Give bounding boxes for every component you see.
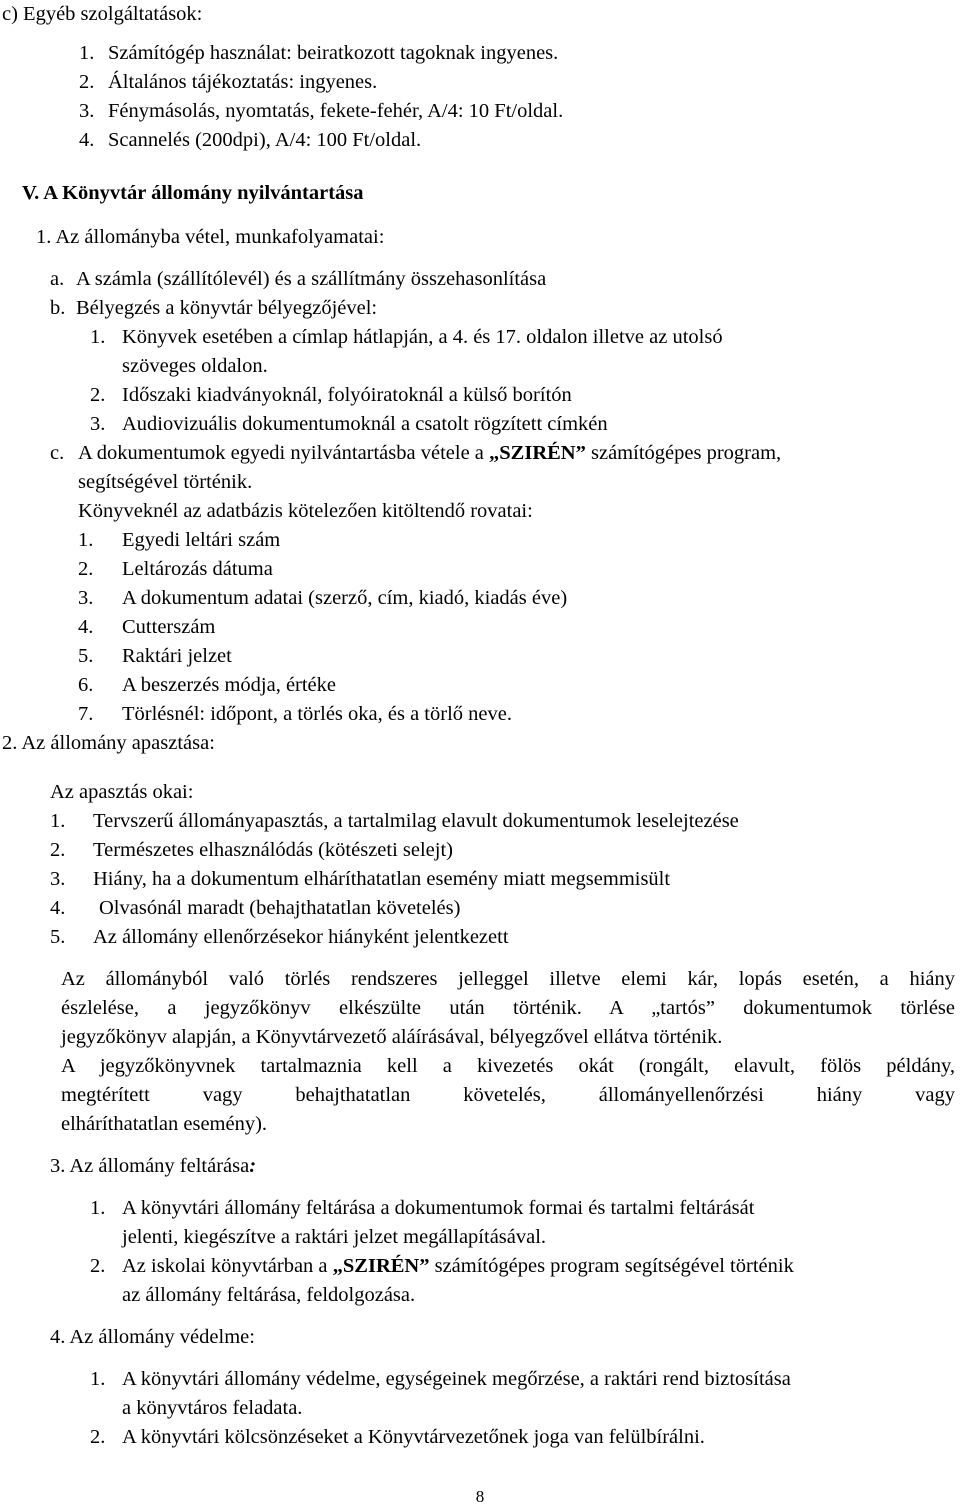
program-name: „SZIRÉN” <box>332 1255 430 1277</box>
field-item <box>78 702 512 726</box>
item-number: 1. <box>79 42 95 64</box>
item-text: Scannelés (200dpi), A/4: 100 Ft/oldal. <box>108 129 422 151</box>
paragraph-line: elháríthatatlan esemény). <box>61 1113 268 1135</box>
item-label: b. <box>50 297 66 319</box>
paragraph-line: észlelése, a jegyzőkönyv elkészülte után történik. A „tartós” dokumentumok törlése <box>61 997 955 1019</box>
item-number: 2. <box>78 558 94 580</box>
services-heading: c) Egyéb szolgáltatások: <box>2 3 203 25</box>
item-number: 1. <box>78 529 94 551</box>
item-text: számítógépes program, <box>585 442 782 464</box>
item-text: Olvasónál maradt (behajthatatlan követelés) <box>99 897 461 919</box>
item-number: 1. <box>90 1197 106 1219</box>
list-item <box>90 1367 791 1391</box>
item-number: 1. <box>50 810 66 832</box>
item-number: 2. <box>50 839 66 861</box>
list-item <box>90 325 723 349</box>
item-text: Bélyegzés a könyvtár bélyegzőjével: <box>76 297 378 319</box>
item-text: Az állomány ellenőrzésekor hiányként jelentkezett <box>93 926 509 948</box>
item-text: Egyedi leltári szám <box>122 529 281 551</box>
item-number: 7. <box>78 703 94 725</box>
list-item <box>50 267 546 291</box>
item-text: Leltározás dátuma <box>122 558 273 580</box>
item-number: 3. <box>78 587 94 609</box>
field-item <box>78 644 232 668</box>
service-item <box>79 41 558 65</box>
item-text: A könyvtári kölcsönzéseket a Könyvtárvezetőnek joga van felülbírálni. <box>122 1426 705 1448</box>
program-name: „SZIRÉN” <box>489 442 586 464</box>
item-number: 2. <box>90 384 106 406</box>
service-item <box>79 70 377 94</box>
item-continuation: szöveges oldalon. <box>122 355 268 377</box>
list-item <box>90 1254 794 1278</box>
reasons-heading: Az apasztás okai: <box>50 781 194 803</box>
item-text: Időszaki kiadványoknál, folyóiratoknál a külső borítón <box>122 384 572 406</box>
list-item <box>90 412 608 436</box>
item-text: számítógépes program segítségével történik <box>429 1255 794 1277</box>
heading-colon: : <box>249 1155 257 1177</box>
item-text: A könyvtári állomány feltárása a dokumentumok formai és tartalmi feltárását <box>122 1197 755 1219</box>
item-continuation: a könyvtáros feladata. <box>122 1397 303 1419</box>
section-title: V. A Könyvtár állomány nyilvántartása <box>22 182 364 204</box>
item-text: Könyvek esetében a címlap hátlapján, a 4. és 17. oldalon illetve az utolsó <box>122 326 723 348</box>
item-text: Audiovizuális dokumentumoknál a csatolt rögzített címkén <box>122 413 608 435</box>
page-number: 8 <box>475 1487 485 1506</box>
list-item <box>90 383 572 407</box>
item-number: 5. <box>78 645 94 667</box>
field-item <box>78 673 336 697</box>
fields-heading: Könyveknél az adatbázis kötelezően kitöltendő rovatai: <box>78 500 533 522</box>
reason-item <box>50 838 453 862</box>
field-item <box>78 586 567 610</box>
field-item <box>78 528 280 552</box>
item-continuation: az állomány feltárása, feldolgozása. <box>122 1284 416 1306</box>
item-number: 3. <box>90 413 106 435</box>
item-text: A számla (szállítólevél) és a szállítmány összehasonlítása <box>76 268 547 290</box>
item-text: Hiány, ha a dokumentum elháríthatatlan esemény miatt megsemmisült <box>93 868 671 890</box>
item-number: 4. <box>50 897 66 919</box>
field-item <box>78 615 215 639</box>
item-number: 4. <box>78 616 94 638</box>
item-text: A dokumentum adatai (szerző, cím, kiadó, kiadás éve) <box>122 587 568 609</box>
item-label: a. <box>50 268 65 290</box>
item-continuation: segítségével történik. <box>78 471 253 493</box>
paragraph-line: jegyzőkönyv alapján, a Könyvtárvezető aláírásával, bélyegzővel ellátva történik. <box>61 1026 723 1048</box>
list-item <box>90 1196 754 1220</box>
item-number: 1. <box>90 326 106 348</box>
list-item <box>50 296 377 320</box>
subsection-heading: 1. Az állományba vétel, munkafolyamatai: <box>36 226 385 248</box>
item-text: A beszerzés módja, értéke <box>122 674 337 696</box>
item-number: 5. <box>50 926 66 948</box>
item-text: A dokumentumok egyedi nyilvántartásba vétele a <box>78 442 490 464</box>
field-item <box>78 557 273 581</box>
subsection-heading <box>50 1154 256 1178</box>
paragraph-line: Az állományból való törlés rendszeres jelleggel illetve elemi kár, lopás esetén, a hiány <box>61 968 955 990</box>
item-number: 6. <box>78 674 94 696</box>
service-item <box>79 99 563 123</box>
item-label: c. <box>50 442 65 464</box>
subsection-heading: 4. Az állomány védelme: <box>50 1326 255 1348</box>
item-text: Tervszerű állományapasztás, a tartalmilag elavult dokumentumok leselejtezése <box>93 810 739 832</box>
paragraph-line: megtérített vagy behajthatatlan követelés, állományellenőrzési hiány vagy <box>61 1084 955 1106</box>
subsection-heading: 2. Az állomány apasztása: <box>2 732 215 754</box>
item-text: Raktári jelzet <box>122 645 232 667</box>
reason-item <box>50 925 509 949</box>
item-number: 3. <box>50 868 66 890</box>
reason-item <box>50 809 739 833</box>
item-text: Fénymásolás, nyomtatás, fekete-fehér, A/4: 10 Ft/oldal. <box>108 100 564 122</box>
item-text: Számítógép használat: beiratkozott tagoknak ingyenes. <box>108 42 559 64</box>
list-item <box>50 441 781 465</box>
paragraph-line: A jegyzőkönyvnek tartalmaznia kell a kivezetés okát (rongált, elavult, fölös példány, <box>61 1055 955 1077</box>
reason-item <box>50 896 460 920</box>
item-number: 2. <box>90 1255 106 1277</box>
item-number: 2. <box>79 71 95 93</box>
service-item <box>79 128 421 152</box>
item-text: Természetes elhasználódás (kötészeti selejt) <box>93 839 454 861</box>
item-number: 4. <box>79 129 95 151</box>
item-text: Cutterszám <box>122 616 216 638</box>
reason-item <box>50 867 670 891</box>
item-text: Általános tájékoztatás: ingyenes. <box>108 71 378 93</box>
heading-text: 3. Az állomány feltárása <box>50 1155 250 1177</box>
item-text: A könyvtári állomány védelme, egységeinek megőrzése, a raktári rend biztosítása <box>122 1368 791 1390</box>
item-number: 1. <box>90 1368 106 1390</box>
item-continuation: jelenti, kiegészítve a raktári jelzet megállapításával. <box>122 1226 547 1248</box>
item-text: Törlésnél: időpont, a törlés oka, és a törlő neve. <box>122 703 512 725</box>
item-number: 2. <box>90 1426 106 1448</box>
list-item <box>90 1425 705 1449</box>
item-text: Az iskolai könyvtárban a <box>122 1255 333 1277</box>
item-number: 3. <box>79 100 95 122</box>
